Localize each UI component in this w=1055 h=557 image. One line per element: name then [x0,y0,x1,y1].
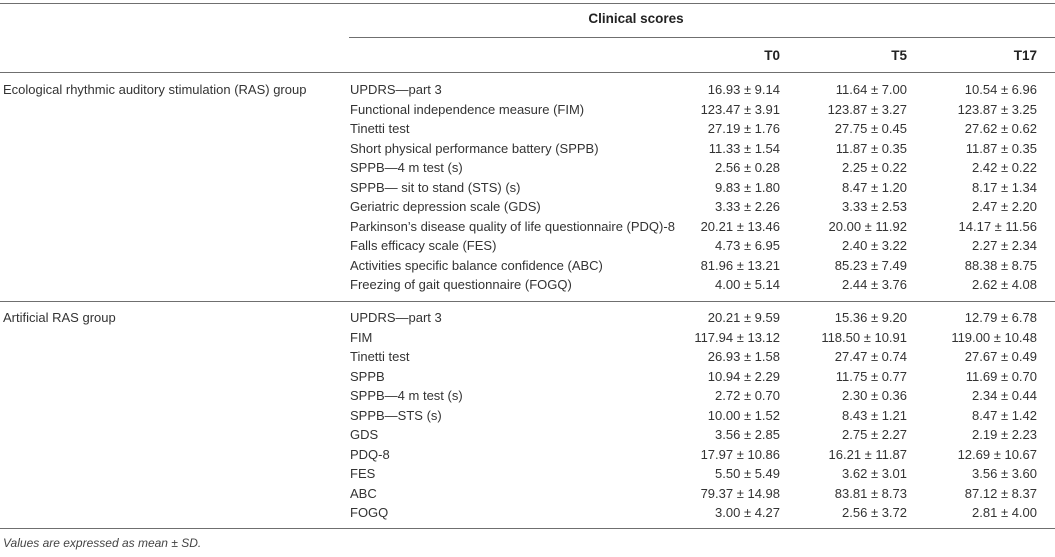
value-cell-t5: 16.21 ± 11.87 [828,446,907,462]
row-measure-label: Tinetti test [350,121,410,136]
value-cell-t0: 26.93 ± 1.58 [707,349,780,364]
value-cell-t0: 10.00 ± 1.52 [707,407,780,423]
value-cell-t5: 2.44 ± 3.76 [842,277,907,292]
value-cell-t17: 12.69 ± 10.67 [957,446,1037,462]
value-cell-t17: 2.47 ± 2.20 [972,199,1037,214]
group-divider [0,301,1055,302]
value-cell-t0: 2.72 ± 0.70 [715,388,780,403]
top-rule [0,3,1055,4]
value-cell-t17: 2.27 ± 2.34 [972,238,1037,253]
value-cell-t5: 11.75 ± 0.77 [835,368,907,384]
value-cell-t0: 20.21 ± 13.46 [700,218,780,234]
value-cell-t5: 83.81 ± 8.73 [834,485,907,501]
row-measure-label: Short physical performance battery (SPPB) [350,140,599,156]
value-cell-t0: 4.00 ± 5.14 [715,277,780,292]
value-cell-t0: 11.33 ± 1.54 [708,140,780,156]
header-clinical-scores: Clinical scores [588,11,684,26]
value-cell-t17: 27.67 ± 0.49 [964,349,1037,364]
value-cell-t0: 5.50 ± 5.49 [715,466,780,481]
group-label: Artificial RAS group [3,310,116,325]
value-cell-t17: 2.62 ± 4.08 [972,277,1037,292]
value-cell-t0: 17.97 ± 10.86 [700,446,780,462]
value-cell-t5: 2.75 ± 2.27 [842,427,907,442]
value-cell-t5: 8.47 ± 1.20 [842,179,907,195]
row-measure-label: SPPB—4 m test (s) [350,388,463,403]
value-cell-t17: 119.00 ± 10.48 [951,329,1037,345]
value-cell-t17: 12.79 ± 6.78 [964,310,1037,325]
value-cell-t5: 15.36 ± 9.20 [834,310,907,325]
value-cell-t5: 27.47 ± 0.74 [834,349,907,364]
value-cell-t17: 2.34 ± 0.44 [972,388,1037,403]
value-cell-t17: 14.17 ± 11.56 [958,218,1037,234]
value-cell-t0: 4.73 ± 6.95 [715,238,780,253]
value-cell-t0: 10.94 ± 2.29 [707,368,780,384]
value-cell-t0: 123.47 ± 3.91 [700,101,780,117]
row-measure-label: PDQ-8 [350,446,390,462]
header-col-t0: T0 [764,48,780,63]
value-cell-t0: 79.37 ± 14.98 [700,485,780,501]
row-measure-label: FIM [350,329,373,345]
value-cell-t5: 8.43 ± 1.21 [842,407,907,423]
value-cell-t5: 2.30 ± 0.36 [842,388,907,403]
value-cell-t5: 85.23 ± 7.49 [834,257,907,273]
row-measure-label: Functional independence measure (FIM) [350,101,585,117]
header-col-t5: T5 [891,48,907,63]
value-cell-t0: 27.19 ± 1.76 [707,121,780,136]
value-cell-t17: 11.87 ± 0.35 [965,140,1037,156]
value-cell-t17: 2.19 ± 2.23 [972,427,1037,442]
value-cell-t17: 10.54 ± 6.96 [964,82,1037,97]
header-span-rule [349,37,1055,38]
value-cell-t17: 11.69 ± 0.70 [965,368,1037,384]
value-cell-t17: 2.81 ± 4.00 [972,505,1037,520]
value-cell-t5: 3.62 ± 3.01 [842,466,907,481]
value-cell-t17: 2.42 ± 0.22 [972,160,1037,175]
row-measure-label: Geriatric depression scale (GDS) [350,199,541,214]
row-measure-label: UPDRS—part 3 [350,310,442,325]
value-cell-t17: 123.87 ± 3.25 [957,101,1037,117]
value-cell-t17: 8.17 ± 1.34 [972,179,1037,195]
row-measure-label: Tinetti test [350,349,410,364]
bottom-rule [0,528,1055,529]
value-cell-t0: 3.33 ± 2.26 [715,199,780,214]
footnote: Values are expressed as mean ± SD. [3,536,202,550]
value-cell-t5: 20.00 ± 11.92 [828,218,907,234]
value-cell-t5: 2.56 ± 3.72 [842,505,907,520]
value-cell-t0: 3.00 ± 4.27 [715,505,780,520]
value-cell-t17: 88.38 ± 8.75 [964,257,1037,273]
value-cell-t5: 27.75 ± 0.45 [834,121,907,136]
row-measure-label: FOGQ [350,505,389,520]
row-measure-label: Freezing of gait questionnaire (FOGQ) [350,277,572,292]
row-measure-label: Falls efficacy scale (FES) [350,238,497,253]
value-cell-t5: 118.50 ± 10.91 [821,329,907,345]
header-rule [0,72,1055,73]
row-measure-label: ABC [350,485,377,501]
value-cell-t5: 11.87 ± 0.35 [835,140,907,156]
value-cell-t5: 3.33 ± 2.53 [842,199,907,214]
value-cell-t5: 2.25 ± 0.22 [842,160,907,175]
row-measure-label: Activities specific balance confidence (ABC) [350,257,603,273]
header-col-t17: T17 [1013,48,1037,63]
value-cell-t0: 81.96 ± 13.21 [700,257,780,273]
group-label: Ecological rhythmic auditory stimulation (RAS) group [3,82,307,97]
value-cell-t5: 11.64 ± 7.00 [835,82,907,97]
row-measure-label: UPDRS—part 3 [350,82,442,97]
row-measure-label: SPPB—4 m test (s) [350,160,463,175]
value-cell-t17: 27.62 ± 0.62 [964,121,1037,136]
row-measure-label: SPPB [350,368,385,384]
value-cell-t5: 123.87 ± 3.27 [827,101,907,117]
row-measure-label: SPPB— sit to stand (STS) (s) [350,179,521,195]
value-cell-t17: 87.12 ± 8.37 [964,485,1037,501]
value-cell-t0: 9.83 ± 1.80 [715,179,780,195]
row-measure-label: SPPB—STS (s) [350,407,442,423]
value-cell-t0: 117.94 ± 13.12 [694,329,780,345]
value-cell-t17: 8.47 ± 1.42 [972,407,1037,423]
value-cell-t0: 3.56 ± 2.85 [715,427,780,442]
value-cell-t0: 2.56 ± 0.28 [715,160,780,175]
row-measure-label: FES [350,466,376,481]
value-cell-t0: 16.93 ± 9.14 [707,82,780,97]
value-cell-t5: 2.40 ± 3.22 [842,238,907,253]
value-cell-t0: 20.21 ± 9.59 [707,310,780,325]
row-measure-label: Parkinson’s disease quality of life questionnaire (PDQ)-8 [350,218,675,234]
value-cell-t17: 3.56 ± 3.60 [972,466,1037,481]
row-measure-label: GDS [350,427,379,442]
